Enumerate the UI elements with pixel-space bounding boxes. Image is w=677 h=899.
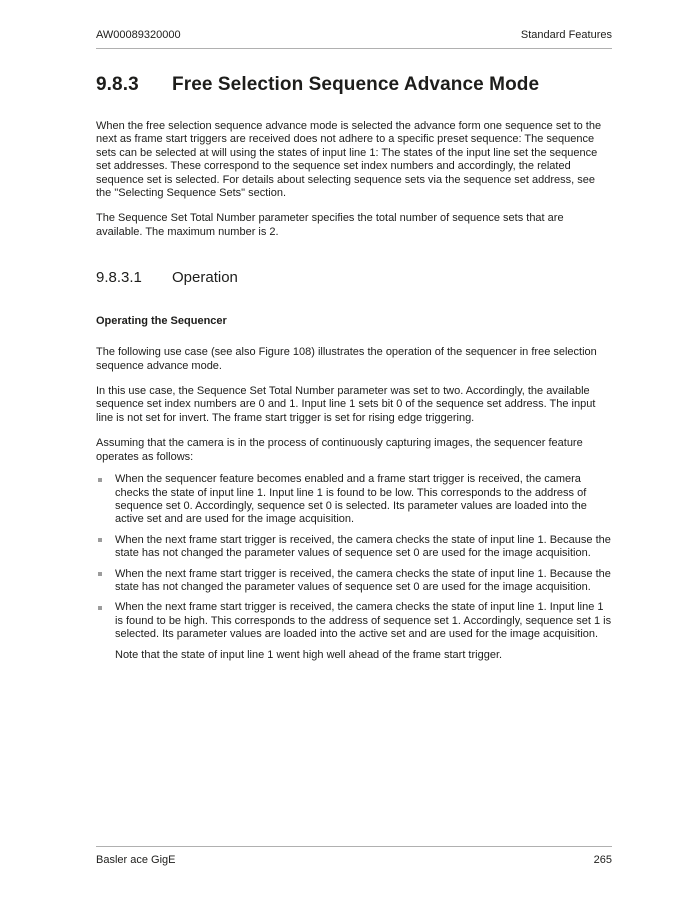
bullet-item [96, 534, 612, 561]
bullet-item [96, 601, 612, 641]
bullet-square-icon [98, 478, 102, 482]
page-header [96, 30, 612, 49]
section-heading [96, 75, 612, 95]
header-section-label: Standard Features [520, 29, 612, 41]
paragraph-use-case: The following use case (see also Figure 108) illustrates the operation of the sequencer in free selection sequence advance mode. [96, 346, 597, 372]
paragraph-use-case-details: In this use case, the Sequence Set Total Number parameter was set to two. Accordingly, the available sequence set index numbers are 0 and 1. Input line 1 sets bit 0 of the sequence set address. The input line is not set for invert. The frame start trigger is set for rising edge triggering. [96, 385, 596, 424]
paragraph-assuming: Assuming that the camera is in the process of continuously capturing images, the sequencer feature operates as follows: [96, 437, 583, 463]
bullet-square-icon [98, 572, 102, 576]
bullet-item [96, 473, 612, 527]
footer-page-number: 265 [593, 854, 612, 866]
note-text: Note that the state of input line 1 went high well ahead of the frame start trigger. [115, 648, 503, 661]
bullet-square-icon [98, 538, 102, 542]
section-title: Free Selection Sequence Advance Mode [172, 74, 540, 95]
bullet-square-icon [98, 606, 102, 610]
paragraph-intro: When the free selection sequence advance mode is selected the advance form one sequence set to the next as frame start triggers are received does not adhere to a specific preset sequence: The sequence sets can be selected at will using the states of input line 1: The states of the input line set the sequence set addresses. These correspond to the sequence set index numbers and accordingly, the related sequence set is selected. For details about selecting sequence sets via the sequence set address, see the "Selecting Sequence Sets" section. [96, 120, 602, 200]
page-footer [96, 846, 612, 899]
bullet-text: When the sequencer feature becomes enabled and a frame start trigger is received, the camera checks the state of input line 1. Input line 1 is found to be low. This corresponds to the address of sequence set 0. Accordingly, sequence set 0 is selected. Its parameter values are loaded into the active set and are used for the image acquisition. [115, 473, 587, 526]
subsection-number: 9.8.3.1 [96, 269, 142, 287]
bullet-text: When the next frame start trigger is received, the camera checks the state of input line 1. Because the state has not changed the parameter values of sequence set 0 are used for the image acquisition. [115, 533, 611, 560]
section-number: 9.8.3 [96, 74, 139, 95]
bullet-text: When the next frame start trigger is received, the camera checks the state of input line 1. Input line 1 is found to be high. This corresponds to the address of sequence set 1. Accordingly, sequence set 1 is selected. Its parameter values are loaded into the active set and are used for the image acquisition. [115, 601, 612, 641]
paragraph-total-number: The Sequence Set Total Number parameter specifies the total number of sequence sets that are available. The maximum number is 2. [96, 212, 564, 238]
subsection-heading [96, 270, 612, 286]
footer-product-name: Basler ace GigE [96, 854, 176, 866]
header-doc-id: AW00089320000 [96, 29, 181, 41]
subsection-title: Operation [172, 269, 238, 287]
bullet-list [96, 473, 612, 641]
bullet-item [96, 568, 612, 595]
subheading-operating-the-sequencer: Operating the Sequencer [96, 315, 227, 328]
bullet-text: When the next frame start trigger is received, the camera checks the state of input line 1. Because the state has not changed the parameter values of sequence set 0 are used for the image acquisition. [115, 567, 611, 593]
